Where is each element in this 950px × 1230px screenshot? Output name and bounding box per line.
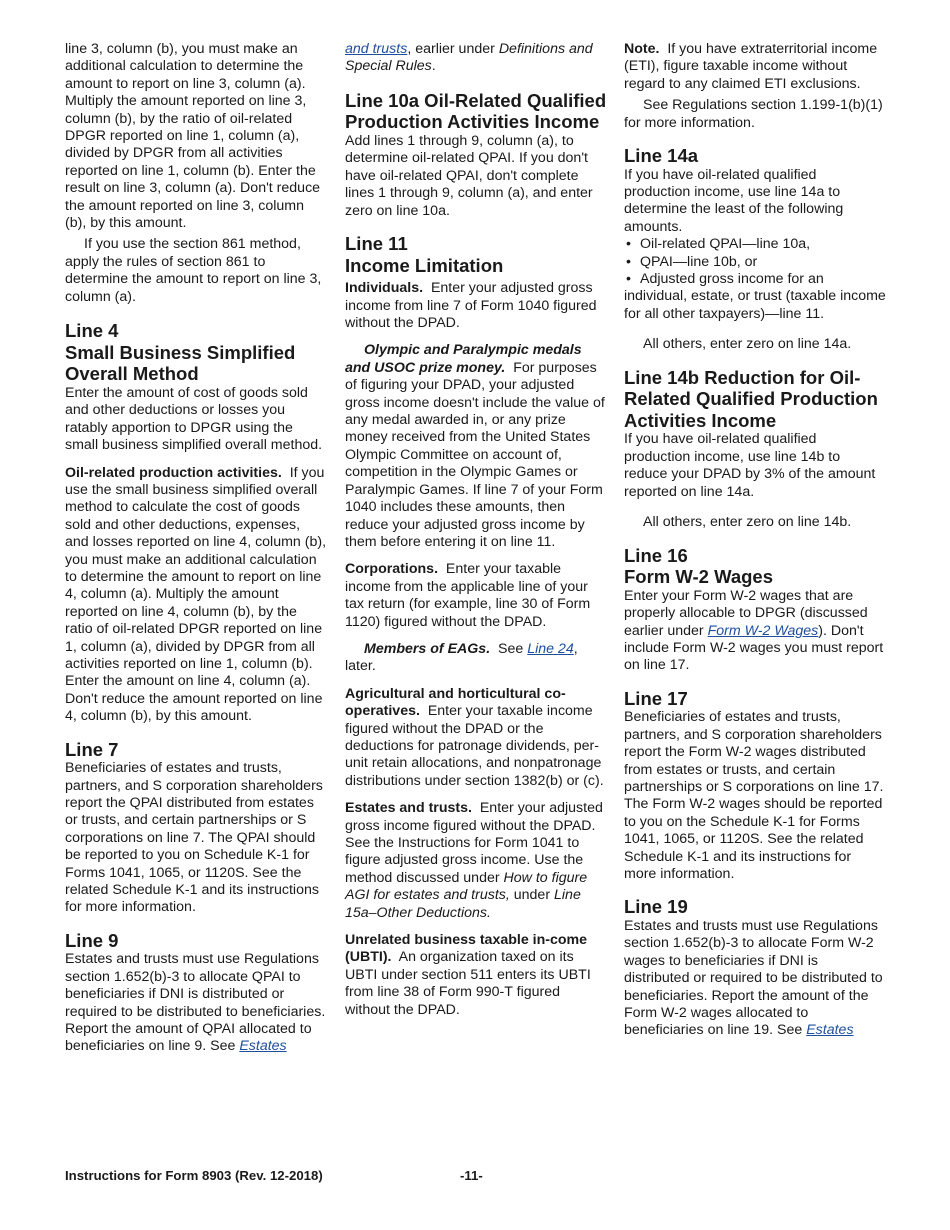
form-w2-wages-link[interactable]: Form W-2 Wages <box>707 622 819 639</box>
heading-line-16: Line 16 Form W-2 Wages <box>624 544 774 588</box>
paragraph: Enter the amount of cost of goods sold and other deductions or losses you ratably apportion to DPGR using the small business simplified overall method. <box>65 384 323 454</box>
paragraph: Estates and trusts must use Regulations section 1.652(b)-3 to allocate Form W-2 wages to beneficiaries if DNI is distributed or required to be distributed to beneficiaries. Report the amount of the Form W-2 wages allocated to beneficiaries on line 19. See Estates <box>624 917 883 1039</box>
heading-line-4: Line 4 Small Business Simplified Overall Method <box>65 320 296 385</box>
estates-link[interactable]: Estates <box>806 1022 854 1039</box>
line-24-link[interactable]: Line 24 <box>527 640 574 657</box>
list-item: • Oil-related QPAI—line 10a, <box>626 236 811 253</box>
column-right <box>624 41 886 1040</box>
paragraph: Add lines 1 through 9, column (a), to determine oil-related QPAI. If you don't have oil-related QPAI, don't complete lines 1 through 9, column (a), and enter zero on line 10a. <box>345 133 593 219</box>
and-trusts-link[interactable]: and trusts <box>345 41 408 57</box>
column-middle <box>345 41 607 1019</box>
footer-form-title: Instructions for Form 8903 (Rev. 12-2018) <box>65 1168 323 1183</box>
paragraph: Estates and trusts must use Regulations section 1.652(b)-3 to allocate QPAI to beneficiaries if DNI is distributed or required to be distributed to beneficiaries. Report the amount of QPAI allocated to beneficiaries on line 9. See Estates <box>65 951 326 1055</box>
paragraph: Members of EAGs. See Line 24, later. <box>345 640 578 675</box>
paragraph: Unrelated business taxable in-come (UBTI). An organization taxed on its UBTI under section 511 enters its UBTI from line 38 of Form 990-T figured without the DPAD. <box>345 932 591 1018</box>
page-number: -11- <box>460 1168 483 1183</box>
paragraph: Agricultural and horticultural co-operatives. Enter your taxable income figured without the DPAD or the deductions for patronage dividends, per-unit retain allocations, and nonpatronage distributions under section 1382(b) or (c). <box>345 685 604 789</box>
paragraph: Enter your Form W-2 wages that are properly allocable to DPGR (discussed earlier under Form W-2 Wages). Don't include Form W-2 wages you must report on line 17. <box>624 587 884 674</box>
heading-line-19: Line 19 <box>624 896 688 918</box>
paragraph: Olympic and Paralympic medals and USOC prize money. For purposes of figuring your DPAD, your adjusted gross income doesn't include the value of any medal awarded in, or any prize money received from the United States Olympic Committee on account of, competition in the Olympic Games or Paralympic Games. If line 7 of your Form 1040 includes these amounts, then reduce your adjusted gross income by them before entering it on line 11. <box>345 342 605 550</box>
paragraph: If you have oil-related qualified production income, use line 14b to reduce your DPAD by 3% of the amount reported on line 14a. <box>624 431 876 500</box>
paragraph: If you use the section 861 method, apply the rules of section 861 to determine the amount to report on line 3, column (a). <box>65 236 322 305</box>
paragraph: Beneficiaries of estates and trusts, partners, and S corporation shareholders report the QPAI distributed from estates or trusts, and certain partnerships or S corporations on line 7. The QPAI should be reported to you on Schedule K-1 for Forms 1041, 1065, or 1120S. See the related Schedule K-1 and its instructions for more information. <box>65 760 323 916</box>
column-left <box>65 41 327 1056</box>
heading-line-14a: Line 14a <box>624 145 699 167</box>
heading-line-11: Line 11 Income Limitation <box>345 233 504 276</box>
paragraph: Beneficiaries of estates and trusts, partners, and S corporation shareholders report the Form W-2 wages distributed from estates or trusts, and certain partnerships or S corporations on line 17. The Form W-2 wages should be reported to you on the Schedule K-1 for Forms 1041, 1065, or 1120S. See the related Schedule K-1 and its instructions for more information. <box>624 709 884 882</box>
paragraph: All others, enter zero on line 14b. <box>643 514 852 531</box>
paragraph: Oil-related production activities. If you use the small business simplified overall method to calculate the cost of goods sold and other deductions, expenses, and losses reported on line 4, column (b), you must make an additional calculation to determine the amount to report on line 4, column (a). Multiply the amount reported on line 4, column (b), by the ratio of oil-related DPGR reported on line 1, column (a), divided by DPGR from all activities reported on line 1, column (b). Enter the amount on line 4, column (a). Don't reduce the amount reported on line 4, column (b), by this amount. <box>65 464 327 725</box>
heading-line-9: Line 9 <box>65 929 119 951</box>
heading-line-17: Line 17 <box>624 687 688 709</box>
heading-line-10a: Line 10a Oil-Related Qualified Production Activities Income <box>345 89 607 133</box>
paragraph: and trusts, earlier under Definitions and Special Rules. <box>345 41 593 75</box>
heading-line-7: Line 7 <box>65 738 119 760</box>
paragraph: line 3, column (b), you must make an additional calculation to determine the amount to report on line 3, column (a). Multiply the amount reported on line 3, column (b), by the ratio of oil-related DPGR reported on line 1, column (a), divided by DPGR from all activities reported on line 1, column (b). Enter the result on line 3, column (a). Don't reduce the amount reported on line 3, column (b), by this amount. <box>65 41 321 232</box>
list-item: • Adjusted gross income for an individual, estate, or trust (taxable income for all other taxpayers)—line 11. <box>624 271 886 322</box>
heading-line-14b: Line 14b Reduction for Oil-Related Qualified Production Activities Income <box>624 366 878 431</box>
paragraph: All others, enter zero on line 14a. <box>643 336 852 353</box>
estates-link[interactable]: Estates <box>239 1038 287 1055</box>
paragraph: Estates and trusts. Enter your adjusted gross income figured without the DPAD. See the Instructions for Form 1041 to figure adjusted gross income. Use the method discussed under How to figure AGI for estates and trusts, under Line 15a–Other Deductions. <box>345 800 603 921</box>
paragraph: Note. If you have extraterritorial income (ETI), figure taxable income without regard to any claimed ETI exclusions. <box>624 41 878 92</box>
paragraph: See Regulations section 1.199-1(b)(1) for more information. <box>624 97 883 131</box>
paragraph: Corporations. Enter your taxable income from the applicable line of your tax return (for example, line 30 of Form 1120) figured without the DPAD. <box>345 561 591 630</box>
paragraph: Individuals. Enter your adjusted gross income from line 7 of Form 1040 figured without the DPAD. <box>345 280 597 332</box>
list-item: • QPAI—line 10b, or <box>626 253 758 270</box>
paragraph: If you have oil-related qualified production income, use line 14a to determine the least of the following amounts. <box>624 166 844 235</box>
